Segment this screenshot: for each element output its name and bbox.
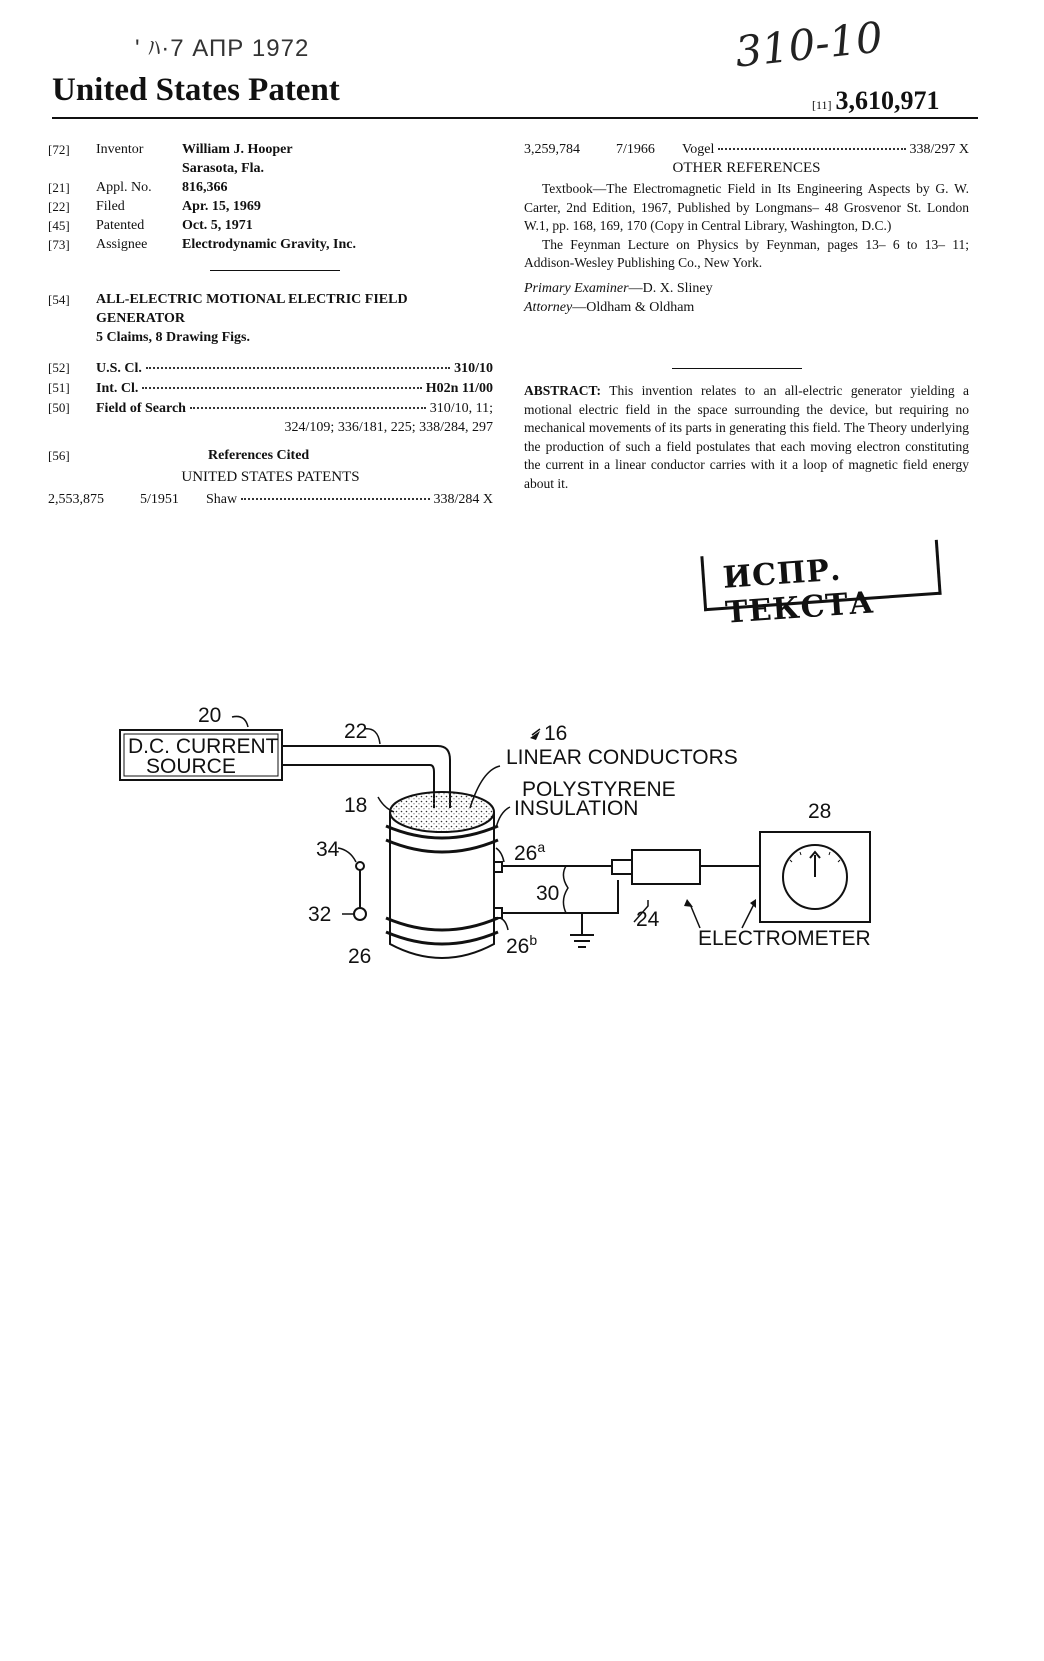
patent-ref-name: Vogel	[682, 142, 715, 157]
invention-title-line2: GENERATOR	[96, 311, 185, 326]
dc-source-label-1: D.C. CURRENT	[128, 735, 279, 758]
patent-ref-class: 338/297 X	[909, 142, 969, 157]
ref-26a	[514, 839, 545, 865]
search-continuation: 324/109; 336/181, 225; 338/284, 297	[284, 420, 493, 435]
other-reference-2: The Feynman Lecture on Physics by Feynman, pages 13– 6 to 13– 11; Addison-Wesley Publishing Co., New York.	[524, 236, 969, 270]
filed-date: Apr. 15, 1969	[182, 199, 261, 214]
class-row-search	[48, 398, 493, 418]
patent-number-value: 3,610,971	[835, 86, 940, 115]
patent-ref-row	[48, 487, 493, 509]
patent-number	[812, 86, 940, 116]
ref-26: 26	[348, 945, 372, 968]
references-block	[48, 446, 493, 509]
electrometer-probe	[612, 860, 632, 874]
references-row	[48, 446, 493, 465]
abstract	[524, 382, 969, 493]
assignee-name: Electrodynamic Gravity, Inc.	[182, 237, 356, 252]
ref-28: 28	[808, 800, 832, 823]
terminal-26b	[494, 908, 502, 918]
ref-26a-number: 26	[514, 842, 538, 865]
class-code: [51]	[48, 380, 70, 395]
generator-figure	[0, 690, 1044, 990]
ref-26b-number: 26	[506, 935, 530, 958]
patent-ref-row	[524, 140, 969, 159]
insulation-label-2: INSULATION	[514, 797, 639, 820]
patent-title: United States Patent	[52, 72, 340, 108]
dot-leader	[241, 498, 429, 500]
ref-22: 22	[344, 720, 368, 743]
biblio-code: [72]	[48, 142, 70, 157]
attorney	[524, 298, 969, 317]
biblio-label: Inventor	[96, 142, 144, 157]
abstract-label: ABSTRACT:	[524, 383, 602, 398]
patent-ref-date: 7/1966	[616, 142, 655, 157]
class-code: [52]	[48, 360, 70, 375]
primary-examiner-name: —D. X. Sliney	[628, 280, 713, 296]
biblio-block	[48, 140, 488, 254]
patent-ref-name: Shaw	[206, 492, 238, 507]
primary-examiner-label: Primary Examiner	[524, 280, 629, 296]
inventor-location: Sarasota, Fla.	[182, 161, 265, 176]
biblio-label: Patented	[96, 218, 145, 233]
patent-ref-number: 2,553,875	[48, 492, 104, 507]
classification-block	[48, 358, 493, 437]
patent-ref-class: 338/284 X	[433, 492, 493, 507]
class-value: 310/10	[454, 361, 493, 376]
right-column	[524, 140, 969, 317]
patent-ref-number: 3,259,784	[524, 142, 580, 157]
class-label: U.S. Cl.	[96, 361, 142, 376]
biblio-row-inventor	[48, 140, 488, 159]
dot-leader	[142, 387, 421, 389]
right-separator	[672, 368, 802, 369]
left-separator-1	[210, 270, 340, 271]
biblio-code: [45]	[48, 218, 70, 233]
class-value: H02n 11/00	[425, 381, 493, 396]
other-reference-1: Textbook—The Electromagnetic Field in Its Engineering Aspects by G. W. Carter, 2nd Edition, 1967, Published by Longmans– 48 Grosvenor St. London W.1, pp. 168, 169, 170 (Copy in Central Library, Washington, D.C.)	[524, 181, 969, 233]
handwritten-note: 310-10	[732, 12, 885, 77]
biblio-label: Filed	[96, 199, 125, 214]
ref-16: 16	[544, 722, 568, 745]
ref-26b-suffix: b	[529, 932, 538, 948]
references-code: [56]	[48, 448, 70, 463]
patented-date: Oct. 5, 1971	[182, 218, 253, 233]
appl-number: 816,366	[182, 180, 228, 195]
references-subheading: UNITED STATES PATENTS	[181, 469, 360, 485]
invention-claims: 5 Claims, 8 Drawing Figs.	[96, 330, 250, 345]
correction-stamp	[700, 540, 941, 631]
biblio-code: [22]	[48, 199, 70, 214]
insulation-label-1: POLYSTYRENE	[522, 778, 676, 801]
class-row-int	[48, 378, 493, 398]
biblio-row-filed	[48, 197, 488, 216]
dc-source-label-2: SOURCE	[146, 755, 236, 778]
ref-32: 32	[308, 903, 332, 926]
biblio-label: Assignee	[96, 237, 148, 252]
ref-18: 18	[344, 794, 368, 817]
biblio-label: Appl. No.	[96, 180, 152, 195]
biblio-row-appl	[48, 178, 488, 197]
switch-contact-34	[356, 862, 364, 870]
class-label: Field of Search	[96, 401, 186, 416]
ref-24: 24	[636, 908, 660, 931]
biblio-code: [21]	[48, 180, 70, 195]
ref-20: 20	[198, 704, 222, 727]
class-label: Int. Cl.	[96, 381, 139, 396]
biblio-row-assignee	[48, 235, 488, 254]
cylinder-top	[390, 792, 494, 832]
attorney-label: Attorney	[524, 299, 573, 315]
patent-number-code: [11]	[812, 98, 832, 112]
invention-block	[48, 290, 488, 347]
class-code: [50]	[48, 400, 70, 415]
ref-34: 34	[316, 838, 340, 861]
electrometer-label: ELECTROMETER	[698, 927, 871, 950]
ref-26b	[506, 932, 537, 958]
attorney-name: —Oldham & Oldham	[572, 299, 695, 315]
other-references-heading: OTHER REFERENCES	[672, 160, 821, 176]
invention-title-line1: ALL-ELECTRIC MOTIONAL ELECTRIC FIELD	[96, 292, 408, 307]
primary-examiner	[524, 279, 969, 298]
references-heading: References Cited	[208, 448, 310, 463]
ref-30: 30	[536, 882, 560, 905]
invention-code: [54]	[48, 292, 70, 307]
linear-conductors-label: LINEAR CONDUCTORS	[506, 746, 738, 769]
class-row-us	[48, 358, 493, 378]
switch-contact-32	[354, 908, 366, 920]
abstract-text: This invention relates to an all-electric generator yielding a motional electric field in the space surrounding the device, but requiring no mechanical movements of its parts in generating this field. The Theory underlying the production of such a field postulates that each moving electron constituting the current in a linear conductor carries with it a loop of magnetic field energy about it.	[524, 383, 969, 491]
class-value: 310/10, 11;	[429, 401, 493, 416]
dot-leader	[146, 367, 450, 369]
ref-26a-suffix: a	[537, 839, 546, 855]
biblio-row-patented	[48, 216, 488, 235]
inventor-name: William J. Hooper	[182, 142, 293, 157]
invention-row	[48, 290, 488, 309]
correction-stamp-text: ИСПР. ТЕКСТА	[721, 552, 876, 631]
terminal-26a	[494, 862, 502, 872]
header-rule	[52, 117, 978, 119]
dot-leader	[718, 148, 905, 150]
receipt-date-stamp: ' ﾊ·7 АПР 1972	[135, 35, 310, 62]
biblio-code: [73]	[48, 237, 70, 252]
dot-leader	[190, 407, 426, 409]
ground-symbol	[570, 913, 594, 947]
patent-ref-date: 5/1951	[140, 492, 179, 507]
